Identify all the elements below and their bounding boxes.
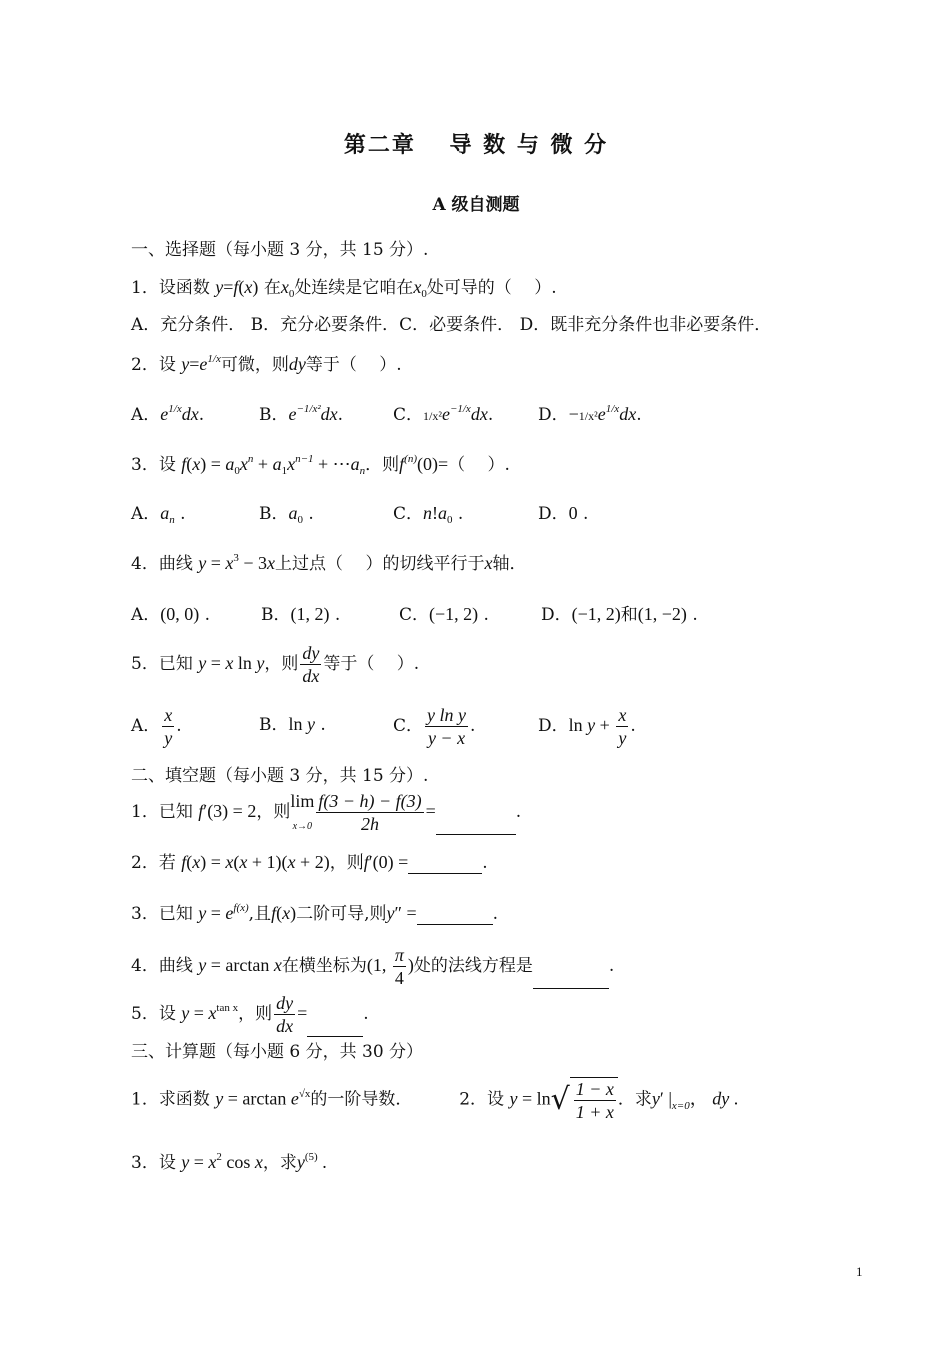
q2-text-c: 等于（ ）. [305,355,402,375]
q3-text-c: （ ）. [448,455,510,475]
fill-5-blank[interactable] [307,1020,363,1037]
f5-text-a: 5．设 [131,1004,176,1024]
math-y-fx: y [215,277,224,297]
fill-3: 3．已知 $y = e^{f(x)}$,且f(x)二阶可导,则y″ = . [131,902,499,924]
c2-text-b: ．求 [617,1089,652,1110]
question-2: 2．设 $y=e^{1/x}$可微，则dy等于（ ）. [131,353,402,375]
c1-text-b: 的一阶导数． [310,1089,413,1110]
c1-text-a: 1．求函数 [131,1089,210,1110]
fill-1-blank[interactable] [436,818,516,835]
fill-4-blank[interactable] [533,972,609,989]
q1-text-c: 处连续是它咱在 [294,278,414,298]
c3-text-a: 3．设 [131,1153,176,1173]
section-heading-fill: 二、填空题（每小题 3 分，共 15 分）. [131,766,429,786]
calc-1-2: 1．求函数 $y = \arctan e^{√x}$的一阶导数． 2．设 y = ln√ $\frac{1 - x}{1 + x}$ ．求y′ $|_{x=0}$， dy . [131,1079,739,1122]
q1-text-d: 处可导的（ ）. [426,278,557,298]
q4-text-b: 上过点（ ）的切线平行于 [275,554,485,574]
fill-3-blank[interactable] [417,908,493,925]
q3-text-b: ．则 [365,455,400,475]
question-5: 5．已知 y = x ln y，则 $\frac{dy}{dx}$ 等于（ ）. [131,643,420,686]
f3-text-a: 3．已知 [131,904,193,924]
q1-text-a: 1．设函数 [131,278,210,298]
section-heading-calc: 三、计算题（每小题 6 分，共 30 分） [131,1042,424,1062]
page-number: 1 [856,1264,863,1279]
f4-text-b: 在横坐标为 [281,956,367,976]
q5-text-b: ，则 [264,654,299,674]
question-4: 4．曲线 $y = x^3 - 3x$上过点（ ）的切线平行于x轴． [131,552,527,574]
calc-3: 3．设 $y = x^2$ cos x，求$y^{(5)}$ . [131,1151,327,1173]
q2-text-b: 可微，则 [220,355,289,375]
section-heading-choice: 一、选择题（每小题 3 分，共 15 分）. [131,240,429,260]
f4-text-c: 处的法线方程是 [413,956,533,976]
q2-text-a: 2．设 [131,355,176,375]
question-3: 3．设 $f(x) = a_0x^n + a_1x^{n-1}$ + $\cdots a_n$．则$f^{(n)}(0)=$（ ）. [131,453,510,477]
f2-text-b: ，则 [329,853,364,873]
chapter-title: 第二章 导 数 与 微 分 [343,132,609,158]
fill-2: 2．若 f(x) = x(x + 1)(x + 2)，则f′(0) = . [131,852,488,873]
c2-text-a: 2．设 [459,1089,505,1110]
c3-text-b: ，求 [262,1153,297,1173]
fill-1: 1．已知 f′(3) = 2，则lim x→0 $\frac{f(3 - h) - f(3)}{2h}$ = . [131,790,522,834]
f3-text-b: ,且 [248,904,272,924]
fill-4: 4．曲线 y = arctan x在横坐标为(1, $\frac{\pi}{4}$ )处的法线方程是 . [131,945,615,988]
fill-2-blank[interactable] [408,857,482,874]
f5-text-b: ，则 [238,1004,273,1024]
subtitle: A 级自测题 [432,195,520,215]
q4-text-c: 轴． [492,554,527,574]
f1-text-a: 1．已知 [131,802,193,822]
f4-text-a: 4．曲线 [131,956,193,976]
q1-text-b: 在 [263,278,281,298]
f1-text-b: ，则 [256,802,291,822]
f3-text-c: 二阶可导,则 [296,904,387,924]
question-5-options: A． $\frac{x}{y}$ . B．ln y . C． $\frac{\text{y ln y}}{y - x}$ . D．ln y + $\frac{x}{y}$ . [131,705,636,748]
fill-5: 5．设 $y = x^{tan x}$，则 $\frac{dy}{dx}$ = . [131,993,369,1036]
question-1: 1．设函数 y=f(x) 在$x_0$处连续是它咱在$x_0$处可导的（ ）. [131,277,557,300]
q5-text-c: 等于（ ）. [323,654,420,674]
question-1-options: A．充分条件． B．充分必要条件．C．必要条件． D．既非充分条件也非必要条件． [131,315,772,335]
q5-text-a: 5．已知 [131,654,193,674]
f2-text-a: 2．若 [131,853,176,873]
q3-text-a: 3．设 [131,455,176,475]
q4-text-a: 4．曲线 [131,554,193,574]
